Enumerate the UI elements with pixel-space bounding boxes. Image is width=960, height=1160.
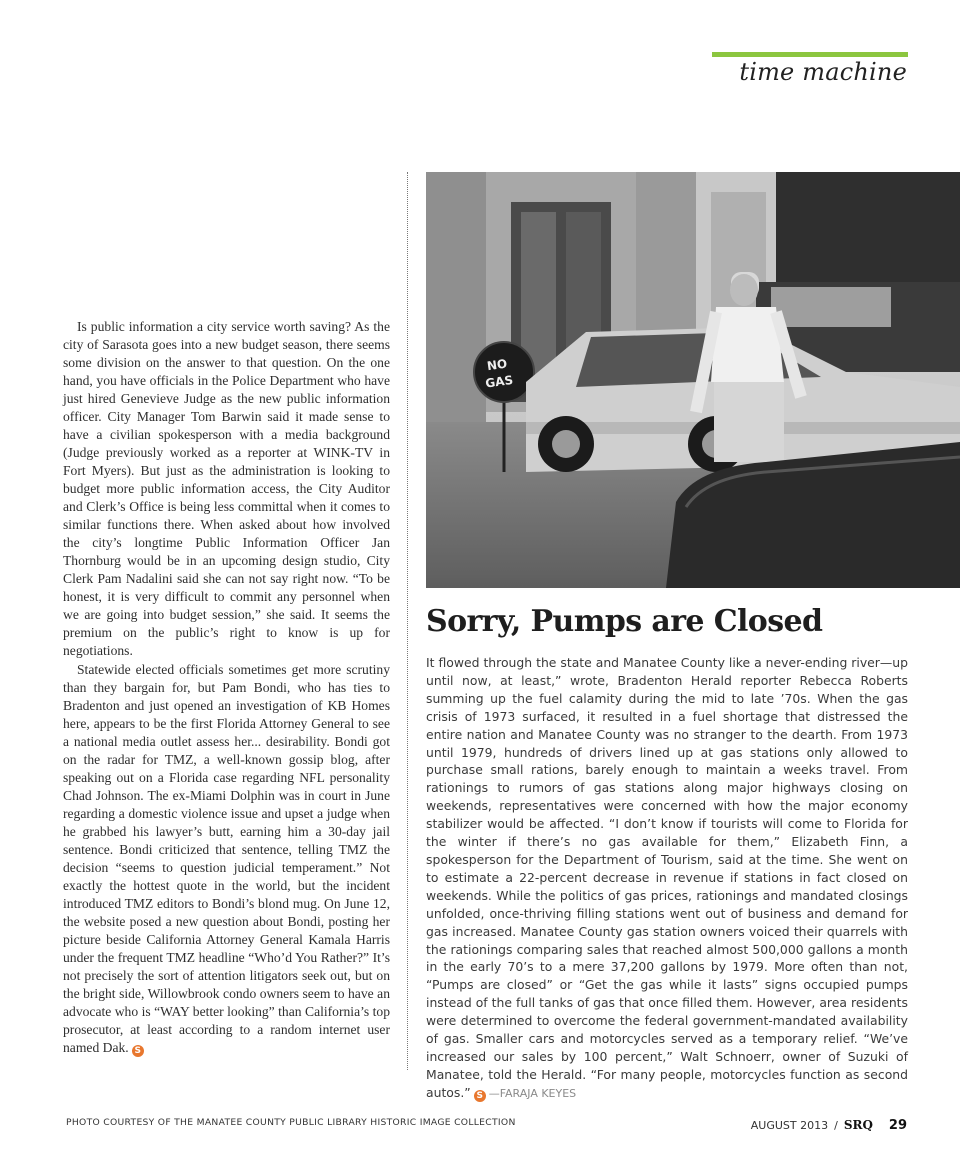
left-paragraph-2-text: Statewide elected officials sometimes get more scrutiny than they bargain for, but Pam Bondi, who has ties to Bradenton and just opened an investigation of KB Homes here, appears to be the first Florida Attorney General to see a national media outlet assess her... desirability. Bondi got on the radar for TMZ, a well-known gossip blog, after speaking out on a Florida case regarding NFL personality Chad Johnson. The ex-Miami Dolphin was in court in June regarding a domestic violence issue and upset a judge when he grabbed his lawyer’s butt, earning him a 30-day jail sentence. Bondi criticized that sentence, telling TMZ the decision “seems to question judicial temperament.” Not exactly the hottest quote in the world, but the incident introduced TMZ editors to Bondi’s blond mug. On June 12, the website posed a new question about Bondi, posting her picture beside California Attorney General Kamala Harris under the frequent TMZ headline “Who’d You Rather?” It’s not precisely the sort of attention litigators seek out, but on the bright side, Willowbrook condo owners seem to have an advocate who is “WAY better looking” than California’s top prosecutor, at least according to a random internet user named Dak. bbox=[63, 662, 390, 1055]
folio-separator: / bbox=[834, 1119, 838, 1132]
left-column bbox=[63, 318, 390, 1057]
srq-end-mark-icon: S bbox=[474, 1090, 486, 1102]
left-paragraph-2 bbox=[63, 661, 390, 1057]
left-paragraph-1: Is public information a city service worth saving? As the city of Sarasota goes into a new budget season, there seems some division on the answer to that question. On the one hand, you have officials in the Police Department who have just hired Genevieve Judge as the new public information officer. City Manager Tom Barwin said it made sense to have a civilian spokesperson with a media background (Judge previously worked as a reporter at WINK-TV in Fort Myers). But just as the administration is looking to budget more public information access, the City Auditor and Clerk’s Office is being less committal when it comes to similar functions there. When asked about how involved the city’s longtime Public Information Officer Jan Thornburg would be in an upcoming design studio, City Clerk Pam Nadalini said she can not say right now. “To be honest, it is very difficult to commit any personnel when we are going into budget session,” she said. It seems the premium on the public’s right to know is up for negotiations. bbox=[63, 319, 390, 658]
column-divider bbox=[407, 172, 408, 1070]
magazine-name: SRQ bbox=[843, 1118, 873, 1132]
article-title: Sorry, Pumps are Closed bbox=[426, 604, 823, 639]
srq-end-mark-icon: S bbox=[132, 1045, 144, 1057]
article-byline: —FARAJA KEYES bbox=[488, 1086, 577, 1100]
photo-credit: PHOTO COURTESY OF THE MANATEE COUNTY PUBLIC LIBRARY HISTORIC IMAGE COLLECTION bbox=[66, 1117, 516, 1128]
section-title: time machine bbox=[739, 58, 907, 86]
article-body-text: It flowed through the state and Manatee County like a never-ending river—up until now, at least,” wrote, Bradenton Herald reporter Rebecca Roberts summing up the fuel calamity during the mid to late ’70s. When the gas crisis of 1973 surfaced, it resulted in a fuel shortage that distressed the entire nation and Manatee County was no stranger to the dearth. From 1973 until 1979, hundreds of drivers lined up at gas stations only allowed to purchase small rations, barely enough to maintain a weeks travel. From rationings to rumors of gas stations along major highways closing on weekends, representatives were concerned with how the major economy stabilizer would be affected. “I don’t know if tourists will come to Florida for the winter if there’s no gas available for them,” Elizabeth Finn, a spokesperson for the Department of Tourism, said at the time. She went on to estimate a 22-percent decrease in revenue if stations in fact closed on weekends. While the politics of gas prices, rationings and mandated closings unfolded, once-thriving filling stations went out of business and demand for gas increased. Manatee County gas station owners voiced their quarrels with the rationings comparing sales that reached almost 500,000 gallons a month in the early 70’s to a mere 37,200 gallons by 1979. More often than not, “Pumps are closed” or “Get the gas while it lasts” signs occupied pumps instead of the full tanks of gas that once filled them. However, area residents were determined to overcome the federal government-mandated availability of gas. Smaller cars and motorcycles served as a temporary relief. “We’ve increased our sales by 100 percent,” Walt Schnoerr, owner of Suzuki of Manatee, told the Herald. “For many people, motorcycles function as second autos.” bbox=[426, 655, 908, 1100]
no-gas-sign-line1: NO bbox=[486, 356, 509, 374]
page-folio bbox=[751, 1118, 907, 1133]
no-gas-sign-line2: GAS bbox=[484, 372, 514, 391]
section-accent-rule bbox=[712, 52, 908, 57]
article-body bbox=[426, 654, 908, 1103]
page-number: 29 bbox=[888, 1118, 907, 1133]
historic-photo bbox=[426, 172, 960, 588]
issue-date: AUGUST 2013 bbox=[750, 1119, 829, 1132]
